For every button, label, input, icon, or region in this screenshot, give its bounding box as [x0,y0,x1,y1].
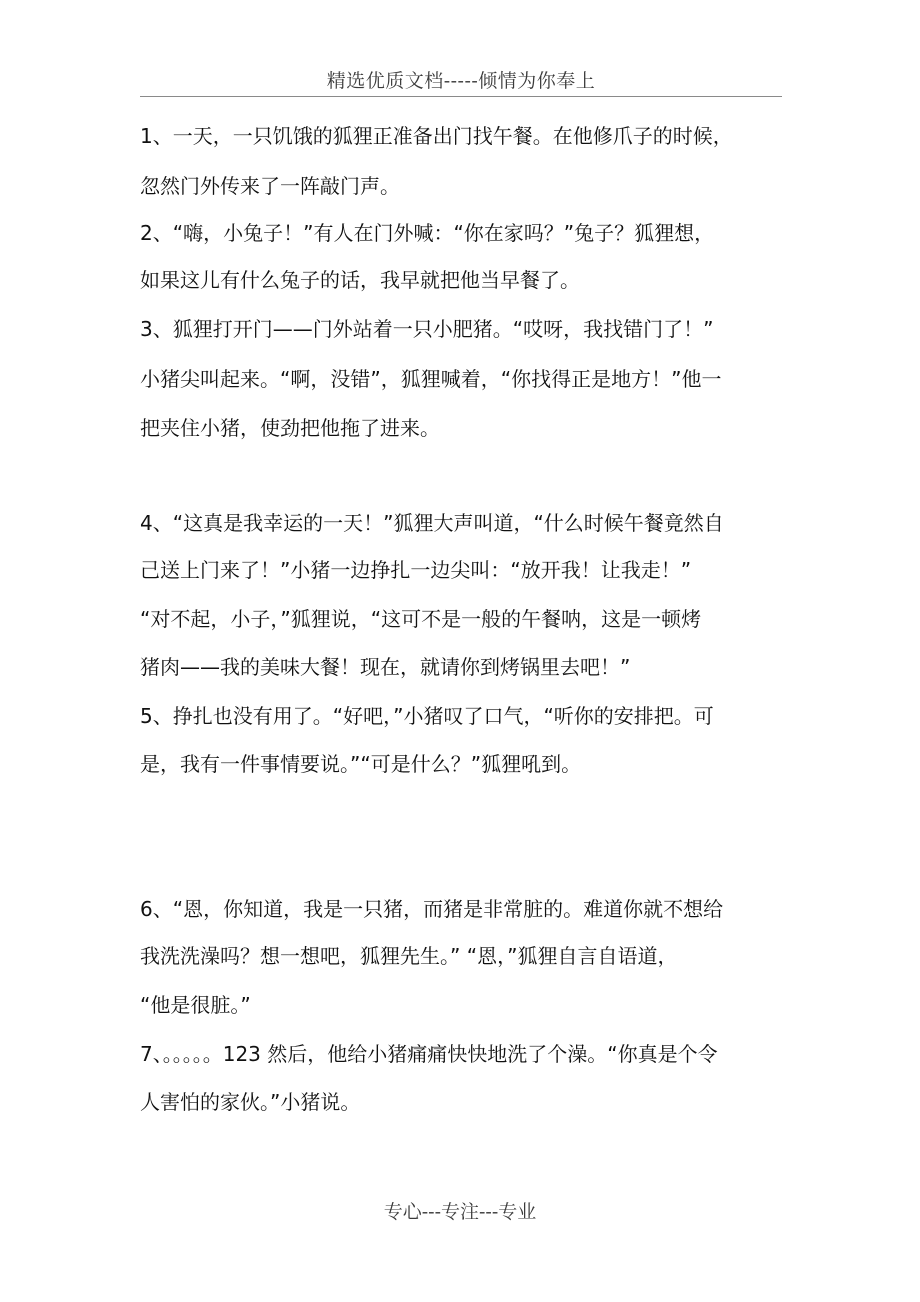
story-line: 3、狐狸打开门——门外站着一只小肥猪。“哎呀，我找错门了！” [140,317,714,341]
story-line: “对不起，小子，”狐狸说，“这可不是一般的午餐呐，这是一顿烤 [140,607,702,631]
story-line: 己送上门来了！”小猪一边挣扎一边尖叫：“放开我！让我走！” [140,558,692,582]
story-line: 是，我有一件事情要说。”“可是什么？”狐狸吼到。 [140,752,582,776]
story-line: 如果这儿有什么兔子的话，我早就把他当早餐了。 [140,268,580,292]
story-line: 忽然门外传来了一阵敲门声。 [140,174,400,198]
story-line: 1、一天，一只饥饿的狐狸正准备出门找午餐。在他修爪子的时候， [140,124,733,148]
story-line: “他是很脏。” [140,993,251,1017]
story-line: 7、。。。。。123 然后，他给小猪痛痛快快地洗了个澡。“你真是个令 [140,1042,718,1066]
page-footer: 专心---专注---专业 [383,1201,537,1223]
story-line: 猪肉——我的美味大餐！现在，就请你到烤锅里去吧！” [140,655,631,679]
header-title: 精选优质文档-----倾情为你奉上 [326,70,596,92]
story-line: 我洗洗澡吗？想一想吧，狐狸先生。” “恩，”狐狸自言自语道， [140,944,678,968]
story-line: 4、“这真是我幸运的一天！”狐狸大声叫道，“什么时候午餐竟然自 [140,511,724,535]
story-line: 人害怕的家伙。”小猪说。 [140,1090,361,1114]
page-header [140,62,782,97]
story-line: 小猪尖叫起来。“啊，没错”，狐狸喊着，“你找得正是地方！”他一 [140,367,722,391]
story-line: 5、挣扎也没有用了。“好吧，”小猪叹了口气，“听你的安排把。可 [140,704,714,728]
story-line: 把夹住小猪，使劲把他拖了进来。 [140,416,440,440]
story-line: 6、“恩，你知道，我是一只猪，而猪是非常脏的。难道你就不想给 [140,897,724,921]
story-line: 2、“嗨，小兔子！”有人在门外喊：“你在家吗？”兔子？狐狸想， [140,221,715,245]
